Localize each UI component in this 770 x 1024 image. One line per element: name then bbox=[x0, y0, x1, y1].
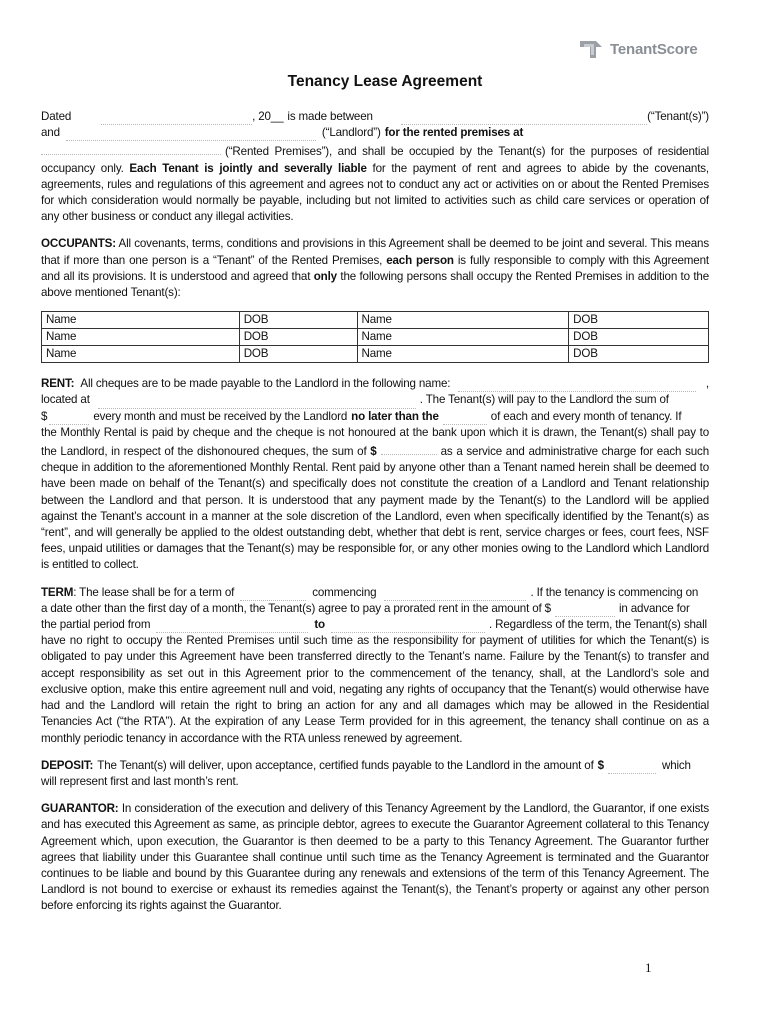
intro-line-2 bbox=[41, 125, 709, 141]
landlord-label: (“Landlord”) bbox=[321, 126, 381, 140]
occupant-dob-cell[interactable]: DOB bbox=[569, 312, 709, 329]
payee-name-field[interactable] bbox=[458, 378, 696, 392]
occupant-name-cell[interactable]: Name bbox=[357, 329, 569, 346]
occupant-dob-cell[interactable]: DOB bbox=[239, 312, 357, 329]
rent-line-3: $ every month and must be received by the Landlord no later than the of each and every month of tenancy. If bbox=[41, 409, 709, 425]
for-rented-label: for the rented premises at bbox=[384, 126, 524, 140]
tenant-name-field[interactable] bbox=[401, 111, 647, 125]
rent-heading: RENT: bbox=[41, 377, 75, 391]
deposit-heading: DEPOSIT: bbox=[41, 758, 94, 772]
rent-line-1: RENT: All cheques are to be made payable to the Landlord in the following name: , bbox=[41, 376, 709, 392]
dated-label: Dated bbox=[41, 110, 72, 123]
monthly-rent-field[interactable] bbox=[49, 411, 89, 425]
nsf-fee-field[interactable] bbox=[381, 441, 437, 455]
commencing-date-field[interactable] bbox=[384, 587, 526, 601]
brand-logo bbox=[578, 38, 698, 60]
occupant-name-cell[interactable]: Name bbox=[42, 312, 240, 329]
prorated-rent-field[interactable] bbox=[555, 603, 615, 617]
deposit-amount-field[interactable] bbox=[608, 760, 656, 774]
term-line-2: a date other than the first day of a month, the Tenant(s) agree to pay a prorated rent in the amount of $ in advance for bbox=[41, 601, 709, 617]
occupant-name-cell[interactable]: Name bbox=[357, 312, 569, 329]
guarantor-paragraph: GUARANTOR: In consideration of the execution and delivery of this Tenancy Agreement by the Landlord, the Guarantor, if one exists and has executed this Agreement as same, as principle debtor, agrees to execute the Guarantor Agreement collateral to this Tenancy Agreement which, upon execution, the Guarantor is then deemed to be a party to this Tenancy Agreement. The Guarantor further agrees that liability under this Guarantee shall continue until such time as the Tenancy Agreement is terminated and the Guarantor continues to be liable and bound by this Guarantee during any renewals and extensions of the term of this Tenancy Agreement. The Landlord is not bound to exercise or exhaust its remedies against the Tenant(s), the Tenant’s property or against any other person before enforcing its rights against the Guarantor. bbox=[41, 802, 709, 913]
year-label: , 20__ bbox=[252, 110, 284, 123]
partial-to-field[interactable] bbox=[331, 619, 485, 633]
brand-name: TenantScore bbox=[610, 40, 698, 58]
occupants-table bbox=[41, 311, 709, 363]
occupant-dob-cell[interactable]: DOB bbox=[239, 346, 357, 363]
rent-paragraph: the Monthly Rental is paid by cheque and the cheque is not honoured at the bank upon which it is drawn, the Tenant(s) shall pay to the Landlord, in respect of the dishonoured cheques, the sum of $ as a service and administrative charge for each such cheque in addition to the aforementioned Monthly Rental. Rent paid by anyone other than a Tenant named herein shall be deemed to have been made on behalf of the Tenant(s) and specifically does not constitute the creation of a Landlord and Tenant relationship between the Landlord and that person. It is understood that any payment made by the Tenant(s) to the Landlord will be applied against the Tenant’s account in a manner at the sole discretion of the Landlord, even when specifically identified by the Tenant(s) as “rent”, and will generally be applied to the oldest outstanding debt, whether that debt is rent, service charges or fees, court fees, NSF fees, unpaid utilities or damages that the Tenant(s) may be responsible for, or any other monies owing to the Landlord which Landlord is entitled to collect. bbox=[41, 425, 709, 572]
term-paragraph: have no right to occupy the Rented Premises until such time as the responsibility for payment of utilities for which the Tenant(s) is obligated to pay under this Agreement have been transferred directly to the Tenant’s name. Failure by the Tenant(s) to transfer and accept responsibility as set out in this Agreement prior to the commencement of the tenancy, shall, at the Landlord’s sole and exclusive option, make this entire agreement null and void, negating any rights of occupancy that the Tenant(s) would otherwise have had and the Landlord will retain the right to bring an action for any and all damages which may be allowed in the Residential Tenancies Act (“the RTA”). At the expiration of any Lease Term provided for in this agreement, the tenancy shall continue on as a monthly periodic tenancy in accordance with the RTA unless renewed by agreement. bbox=[41, 634, 709, 745]
deposit-line-1: DEPOSIT: The Tenant(s) will deliver, upon acceptance, certified funds payable to the Landlord in the amount of $ which bbox=[41, 758, 709, 774]
occupants-heading: OCCUPANTS: bbox=[41, 237, 116, 251]
occupants-paragraph: OCCUPANTS: All covenants, terms, conditions and provisions in this Agreement shall be deemed to be joint and several. This means that if more than one person is a “Tenant” of the Rented Premises, each person is fully responsible to comply with this Agreement and all its provisions. It is understood and agreed that only the following persons shall occupy the Rented Premises in addition to the above mentioned Tenant(s): bbox=[41, 237, 710, 300]
guarantor-heading: GUARANTOR: bbox=[41, 802, 119, 816]
rent-line-2: located at . The Tenant(s) will pay to the Landlord the sum of bbox=[41, 392, 709, 408]
occupant-name-cell[interactable]: Name bbox=[42, 346, 240, 363]
payee-address-field[interactable] bbox=[98, 395, 416, 409]
landlord-name-field[interactable] bbox=[66, 127, 316, 141]
page-number: 1 bbox=[645, 960, 652, 975]
occupant-dob-cell[interactable]: DOB bbox=[569, 329, 709, 346]
occupant-dob-cell[interactable]: DOB bbox=[239, 329, 357, 346]
table-row bbox=[42, 346, 709, 363]
term-line-1: TERM : The lease shall be for a term of commencing . If the tenancy is commencing on bbox=[41, 585, 709, 601]
made-between-label: is made between bbox=[287, 110, 373, 123]
term-length-field[interactable] bbox=[240, 587, 306, 601]
table-row bbox=[42, 312, 709, 329]
rent-due-day-field[interactable] bbox=[443, 411, 487, 425]
term-heading: TERM bbox=[41, 585, 74, 599]
date-field[interactable] bbox=[101, 111, 252, 125]
occupant-name-cell[interactable]: Name bbox=[357, 346, 569, 363]
term-line-3: the partial period from to . Regardless of the term, the Tenant(s) shall bbox=[41, 617, 709, 633]
intro-line-1 bbox=[41, 109, 709, 125]
deposit-paragraph: will represent first and last month’s rent. bbox=[41, 774, 239, 788]
premises-address-field[interactable] bbox=[41, 141, 221, 155]
and-label: and bbox=[41, 126, 60, 140]
partial-from-field[interactable] bbox=[156, 619, 308, 633]
document-body bbox=[41, 109, 709, 915]
tenants-label: (“Tenant(s)”) bbox=[647, 110, 709, 123]
document-title: Tenancy Lease Agreement bbox=[287, 73, 483, 90]
intro-paragraph: (“Rented Premises”), and shall be occupied by the Tenant(s) for the purposes of residential occupancy only. Each Tenant is jointly and severally liable for the payment of rent and agrees to abide by the covenants, agreements, rules and regulations of this agreement and agrees not to conduct any act or activities on or about the Rented Premises for which consideration would normally be payable, including but not limited to activities such as child care services or operation of any other business or conduct any illegal activities. bbox=[41, 141, 709, 225]
tenantscore-logo-icon bbox=[578, 38, 606, 60]
table-row bbox=[42, 329, 709, 346]
occupant-name-cell[interactable]: Name bbox=[42, 329, 240, 346]
occupant-dob-cell[interactable]: DOB bbox=[569, 346, 709, 363]
